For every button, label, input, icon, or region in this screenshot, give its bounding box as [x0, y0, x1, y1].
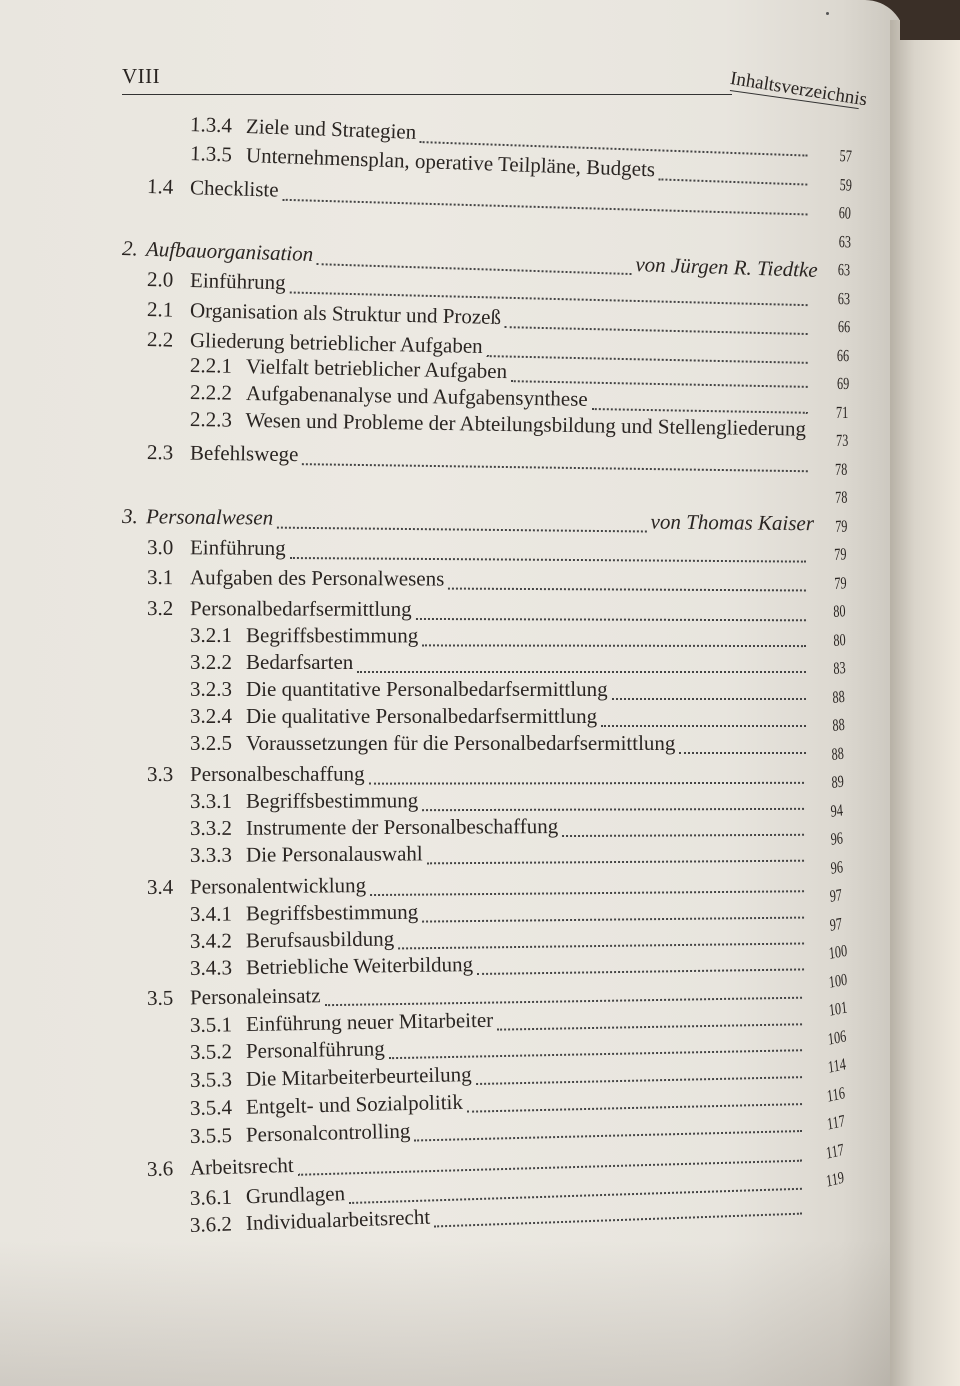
toc-page-number: 79 — [833, 572, 847, 593]
dot-leader — [369, 781, 804, 785]
toc-page-number: 63 — [838, 231, 851, 252]
toc-entry-number: 3.5.5 — [189, 1122, 233, 1148]
dot-leader — [416, 617, 806, 621]
toc-page-number: 97 — [828, 913, 843, 935]
dot-leader — [282, 198, 807, 216]
dot-leader — [302, 462, 808, 472]
running-title: Inhaltsverzeichnis — [728, 68, 869, 111]
toc-entry-number: 3.2.2 — [190, 650, 232, 674]
toc-entry-title: Einführung — [189, 268, 286, 295]
toc-entry-title: Die quantitative Personalbedarfsermittlung — [246, 677, 608, 701]
toc-page-number: 96 — [829, 856, 844, 878]
dot-leader — [505, 325, 808, 335]
toc-entry-number: 3.2 — [146, 596, 174, 621]
toc-page-number: 78 — [835, 459, 848, 479]
toc-page-number: 106 — [827, 1025, 848, 1049]
toc-entry-title: Personalcontrolling — [245, 1118, 411, 1147]
toc-page-number: 66 — [836, 345, 850, 365]
toc-entry-title: Personalbeschaffung — [189, 761, 365, 786]
toc-entry-title: Instrumente der Personalbeschaffung — [245, 814, 559, 840]
toc-page-number: 119 — [825, 1167, 846, 1191]
toc-page-number: 80 — [832, 629, 846, 650]
dot-leader — [612, 697, 806, 700]
toc-page-number: 79 — [834, 544, 847, 564]
toc-page-number: 83 — [832, 657, 846, 678]
toc-entry-title: Vielfalt betrieblicher Aufgaben — [245, 354, 508, 384]
dot-leader — [370, 889, 804, 896]
toc-entry-number: 3.3.1 — [189, 788, 233, 813]
toc-entry-number: 3.1 — [146, 565, 174, 590]
toc-page-number: 66 — [837, 317, 850, 337]
toc-page-number: 71 — [836, 402, 849, 422]
toc-entry-title: Begriffsbestimmung — [245, 899, 419, 926]
toc-entry-title: Checkliste — [189, 175, 279, 202]
toc-entry — [190, 650, 810, 678]
dot-leader — [434, 1212, 802, 1228]
dot-leader — [427, 859, 804, 865]
toc-page-number: 73 — [835, 430, 849, 450]
toc-entry-number: 3.5.3 — [189, 1067, 233, 1092]
toc-page-number: 69 — [836, 374, 849, 394]
toc-entry-number: 1.4 — [146, 174, 174, 199]
toc-entry-number: 2.1 — [146, 297, 174, 322]
toc-entry-title: Personalführung — [245, 1036, 385, 1063]
dot-leader — [601, 724, 806, 727]
toc-entry — [190, 839, 808, 871]
toc-entry-number: 3.4 — [146, 874, 174, 899]
toc-entry — [147, 761, 808, 790]
toc-page-number: 88 — [831, 743, 845, 764]
toc-page-number: 88 — [832, 686, 846, 707]
toc-entry-title: Entgelt- und Sozialpolitik — [245, 1089, 464, 1119]
toc-entry-title: Arbeitsrecht — [189, 1152, 295, 1180]
toc-page-number: 57 — [839, 146, 853, 166]
toc-page-number: 100 — [827, 969, 848, 992]
toc-entry — [147, 596, 810, 626]
toc-entry-number: 3.2.4 — [190, 704, 232, 728]
toc-entry-title: Betriebliche Weiterbildung — [245, 952, 474, 980]
toc-entry-number: 3.6 — [146, 1156, 174, 1181]
toc-entry-title: Bedarfsarten — [246, 650, 354, 674]
toc-entry-number: 3.5.1 — [189, 1012, 233, 1037]
dot-leader — [277, 526, 646, 533]
toc-entry — [190, 704, 810, 732]
dot-leader — [562, 833, 804, 837]
toc-entry — [190, 623, 810, 652]
dot-leader — [592, 407, 808, 414]
toc-entry-title: Berufsausbildung — [245, 926, 395, 953]
toc-entry-number: 3.4.1 — [189, 901, 233, 926]
toc-entry-title: Individualarbeitsrecht — [245, 1204, 431, 1236]
toc-page-number: 80 — [833, 601, 847, 621]
toc-entry-number: 3.4.2 — [189, 928, 233, 953]
toc-page-number: 116 — [826, 1082, 847, 1106]
toc-page-number: 96 — [830, 828, 844, 849]
toc-page-number: 101 — [827, 997, 848, 1020]
toc-entry-title: Unternehmensplan, operative Teilpläne, Budgets — [245, 142, 656, 182]
toc-entry-title: Befehlswege — [189, 440, 299, 467]
toc-entry-number: 3.6.1 — [189, 1184, 233, 1210]
toc-entry-number: 2.3 — [146, 440, 174, 465]
dot-leader — [679, 751, 806, 754]
toc-page-number: 79 — [834, 515, 848, 536]
dot-leader — [422, 807, 804, 811]
dot-leader — [448, 587, 806, 592]
toc-entry-title: Personalbedarfsermittlung — [189, 596, 412, 621]
toc-entry-number: 2. — [121, 236, 139, 261]
toc-entry-number: 3.5 — [146, 985, 174, 1010]
toc-entry — [147, 535, 810, 568]
toc-entry-number: 3.3 — [146, 761, 174, 786]
toc-page-number: 97 — [829, 885, 843, 906]
dot-leader — [477, 967, 804, 975]
toc-entry-number: 2.2.2 — [189, 380, 233, 405]
toc-page-number: 94 — [830, 799, 844, 821]
toc-entry-number: 2.2.1 — [189, 353, 233, 378]
toc-entry-title: Einführung neuer Mitarbeiter — [245, 1007, 494, 1037]
toc-entry-number: 3.3.2 — [189, 815, 233, 840]
toc-entry-title: Personalwesen — [145, 504, 274, 530]
toc-entry-number: 3.2.1 — [189, 623, 233, 648]
running-header — [120, 64, 869, 111]
toc-entry-number: 3.5.4 — [189, 1095, 233, 1120]
toc-entry-number: 2.0 — [146, 267, 174, 292]
toc-chapter-entry — [122, 504, 814, 539]
toc-entry-number: 3. — [121, 504, 138, 529]
toc-page-number: 117 — [825, 1110, 846, 1134]
toc-entry-title: Begriffsbestimmung — [245, 623, 419, 648]
toc-entry-title: Aufgabenanalyse und Aufgabensynthese — [245, 380, 588, 411]
toc-entry-title: Wesen und Probleme der Abteilungsbildung und Stellengliederung — [245, 407, 807, 441]
toc-entry-title: Einführung — [189, 535, 286, 560]
toc-entry-number: 2.2.3 — [189, 407, 233, 432]
toc-entry-number: 3.4.3 — [189, 955, 233, 980]
toc-page-number: 63 — [837, 288, 851, 308]
dot-leader — [659, 177, 808, 185]
toc-entry-number: 2.2 — [146, 327, 174, 352]
toc-entry-title: Die Personalauswahl — [245, 841, 423, 867]
toc-page-number: 100 — [828, 940, 849, 963]
toc-entry-title: Die Mitarbeiterbeurteilung — [245, 1062, 472, 1091]
toc-page-number: 117 — [825, 1139, 846, 1163]
toc-entry-title: Voraussetzungen für die Personalbedarfsermittlung — [246, 731, 676, 755]
toc-entry-title: Organisation als Struktur und Prozeß — [189, 297, 502, 330]
toc-entry-number: 3.0 — [146, 535, 174, 560]
toc-entry-number: 3.2.5 — [190, 731, 232, 755]
toc-entry-number: 3.3.3 — [189, 842, 233, 867]
toc-entry-title: Die qualitative Personalbedarfsermittlung — [246, 704, 598, 728]
dot-leader — [290, 556, 806, 563]
toc-page-number: 89 — [830, 771, 845, 792]
toc-entry — [190, 677, 810, 705]
toc-page-number: 78 — [835, 487, 848, 507]
toc-entry-title: Gliederung betrieblicher Aufgaben — [189, 327, 483, 359]
dot-leader — [422, 643, 806, 647]
toc-entry-number: 1.3.5 — [189, 141, 233, 167]
toc-page-number: 63 — [837, 260, 851, 280]
toc-entry-title: Personalentwicklung — [189, 873, 367, 899]
toc-entry-title: Aufbauorganisation — [145, 236, 314, 267]
toc-entry-title: Begriffsbestimmung — [245, 788, 419, 813]
toc-page-number: 88 — [831, 714, 845, 735]
toc-entry — [190, 731, 810, 759]
toc-entry-title: Personaleinsatz — [189, 983, 321, 1010]
toc-page-number: 60 — [838, 203, 852, 223]
toc-chapter-author: von Thomas Kaiser — [650, 509, 815, 536]
background-corner — [900, 0, 960, 40]
dot-leader — [357, 670, 806, 673]
toc-entry-number: 1.3.4 — [189, 112, 233, 138]
speck — [826, 12, 829, 15]
toc-entry-number: 3.6.2 — [189, 1211, 233, 1237]
toc-entry-title: Aufgaben des Personalwesens — [189, 565, 445, 591]
toc-entry-title: Ziele und Strategien — [245, 113, 417, 144]
toc-entry-number: 3.2.3 — [190, 677, 232, 701]
toc-page-number: 114 — [826, 1054, 847, 1077]
toc-entry — [147, 440, 812, 477]
toc-chapter-author: von Jürgen R. Tiedtke — [635, 252, 819, 282]
toc-entry-title: Grundlagen — [245, 1181, 346, 1209]
toc-page-number: 59 — [838, 174, 852, 195]
toc-entry — [147, 565, 810, 596]
page-number-label: VIII — [122, 64, 161, 88]
toc-entry-number: 3.5.2 — [189, 1039, 233, 1064]
header-rule — [122, 94, 732, 95]
